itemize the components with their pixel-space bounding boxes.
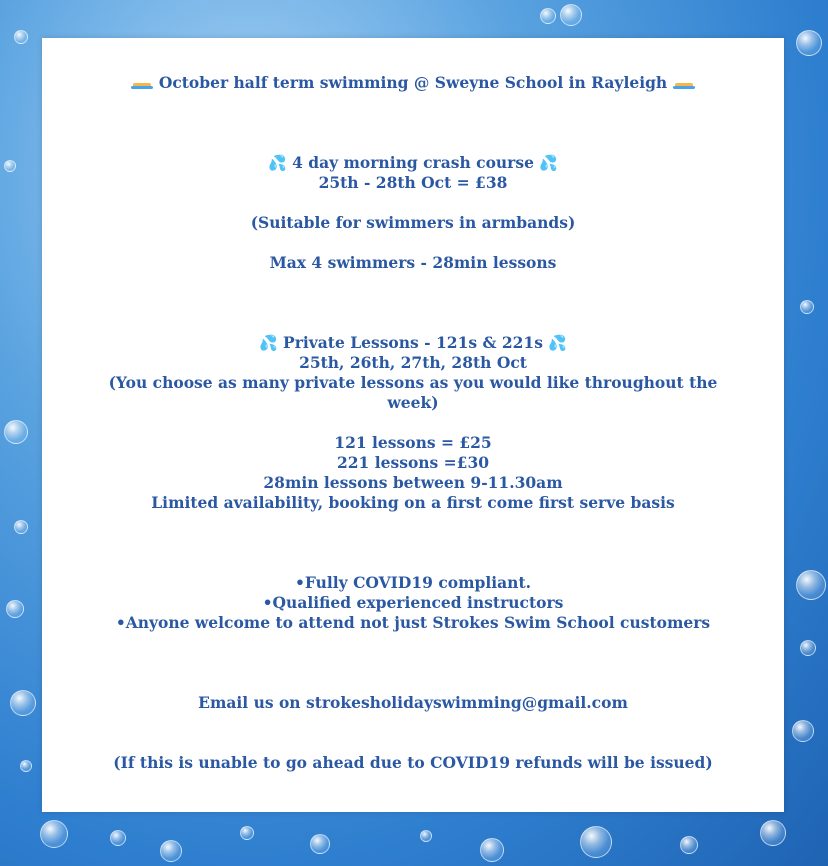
feature-item: •Qualified experienced instructors bbox=[262, 593, 564, 612]
bubble bbox=[480, 838, 504, 862]
bubble bbox=[240, 826, 254, 840]
poster-title-line bbox=[42, 73, 784, 93]
bubble bbox=[560, 4, 582, 26]
feature-item: •Fully COVID19 compliant. bbox=[295, 573, 531, 592]
private-lessons-note: (You choose as many private lessons as you would like throughout the week) bbox=[108, 373, 718, 412]
bubble bbox=[800, 640, 816, 656]
bubble bbox=[6, 600, 24, 618]
water-drops-icon: 💦 bbox=[258, 334, 278, 352]
refund-note: (If this is unable to go ahead due to COVID19 refunds will be issued) bbox=[113, 753, 713, 772]
poster-card bbox=[42, 38, 784, 812]
price-121: 121 lessons = £25 bbox=[334, 433, 492, 452]
crash-course-heading-line bbox=[42, 153, 784, 173]
bubble bbox=[310, 834, 330, 854]
water-drops-icon: 💦 bbox=[267, 154, 287, 172]
bubble bbox=[14, 30, 28, 44]
bubble bbox=[800, 300, 814, 314]
bubble bbox=[792, 720, 814, 742]
crash-course-suitability: (Suitable for swimmers in armbands) bbox=[250, 213, 576, 232]
price-221: 221 lessons =£30 bbox=[336, 453, 490, 472]
private-lessons-heading-line bbox=[42, 333, 784, 353]
bubble bbox=[580, 826, 612, 858]
availability-note: Limited availability, booking on a first come first serve basis bbox=[151, 493, 675, 512]
contact-email: Email us on strokesholidayswimming@gmail.com bbox=[198, 693, 628, 712]
bubble bbox=[420, 830, 432, 842]
bubble bbox=[680, 836, 698, 854]
bubble bbox=[796, 570, 826, 600]
poster-content bbox=[42, 38, 784, 773]
crash-course-dates: 25th - 28th Oct = £38 bbox=[318, 173, 508, 192]
feature-item: •Anyone welcome to attend not just Strokes Swim School customers bbox=[115, 613, 711, 632]
bubble bbox=[796, 30, 822, 56]
crash-course-capacity: Max 4 swimmers - 28min lessons bbox=[269, 253, 557, 272]
bubble bbox=[760, 820, 786, 846]
bubble bbox=[4, 420, 28, 444]
swimmer-icon bbox=[673, 78, 695, 90]
poster-title: October half term swimming @ Sweyne School in Rayleigh bbox=[158, 73, 668, 92]
bubble bbox=[20, 760, 32, 772]
bubble bbox=[110, 830, 126, 846]
lesson-times: 28min lessons between 9-11.30am bbox=[263, 473, 563, 492]
private-lessons-dates: 25th, 26th, 27th, 28th Oct bbox=[299, 353, 527, 372]
water-drops-icon: 💦 bbox=[548, 334, 568, 352]
crash-course-heading: 4 day morning crash course bbox=[292, 153, 534, 172]
bubble bbox=[14, 520, 28, 534]
private-lessons-heading: Private Lessons - 121s & 221s bbox=[283, 333, 543, 352]
water-drops-icon: 💦 bbox=[539, 154, 559, 172]
bubble bbox=[40, 820, 68, 848]
bubble bbox=[540, 8, 556, 24]
swimmer-icon bbox=[131, 78, 153, 90]
bubble bbox=[4, 160, 16, 172]
bubble bbox=[10, 690, 36, 716]
bubble bbox=[160, 840, 182, 862]
